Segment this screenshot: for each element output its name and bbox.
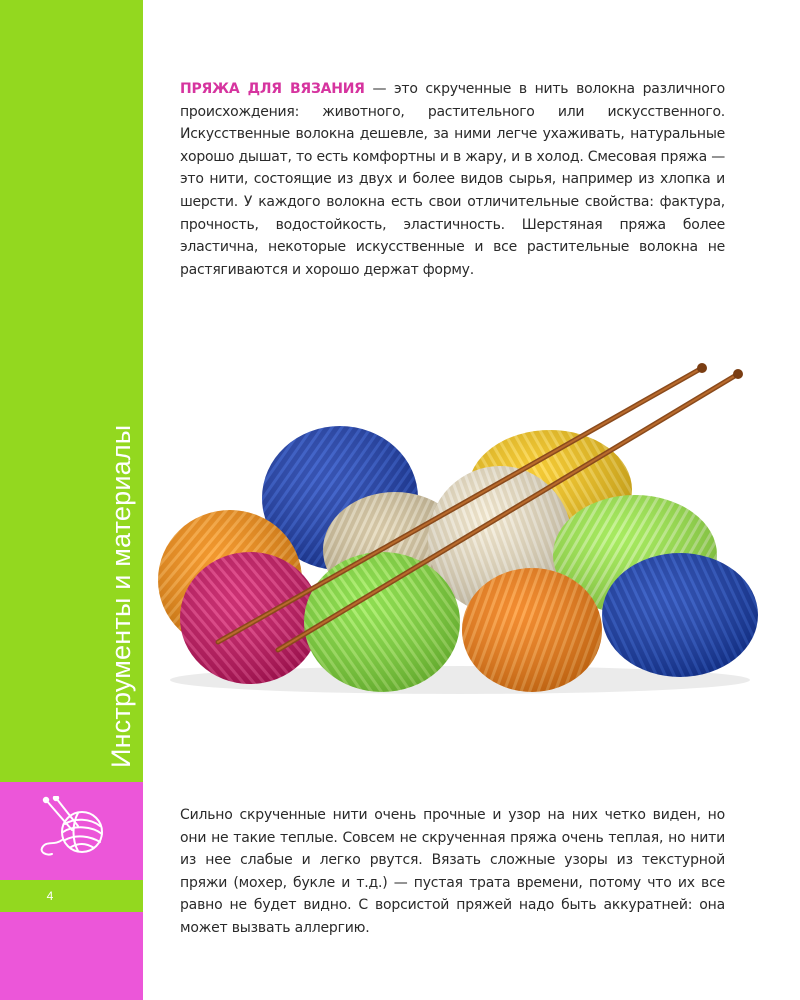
section-title: Инструменты и материалы: [106, 424, 136, 768]
intro-paragraph-text: — это скрученные в нить волокна различного происхождения: животного, растительного или искусственного. Искусственные волокна дешевле, за ними легче ухаживать, натуральные хорошо дышат, то есть комфортны и в жару, и в холод. Смесовая пряжа — это нити, состоящие из двух и более видов сырья, например из хлопка и шерсти. У каждого волокна есть свои отличительные свойства: фактура, прочность, водостойкость, эластичность. Шерстяная пряжа более эластична, некоторые искусственные и все растительные волокна не растягиваются и хорошо держат форму.: [180, 81, 725, 278]
term-heading: ПРЯЖА ДЛЯ ВЯЗАНИЯ: [180, 81, 365, 97]
yarn-balls-photo: [150, 350, 770, 700]
intro-paragraph: [180, 78, 725, 281]
yarn-ball-with-needles-icon: [38, 796, 112, 860]
page-number: 4: [46, 889, 54, 903]
sidebar: [0, 0, 143, 1000]
second-paragraph-text: Сильно скрученные нити очень прочные и узор на них четко виден, но они не такие теплые. Совсем не скрученная пряжа очень теплая, но нити из нее слабые и легко рвутся. Вязать сложные узоры из текстурной пряжи (мохер, букле и т.д.) — пустая трата времени, потому что их все равно не будет видно. С ворсистой пряжей надо быть аккуратней: она может вызвать аллергию.: [180, 807, 725, 936]
second-paragraph: [180, 804, 725, 940]
